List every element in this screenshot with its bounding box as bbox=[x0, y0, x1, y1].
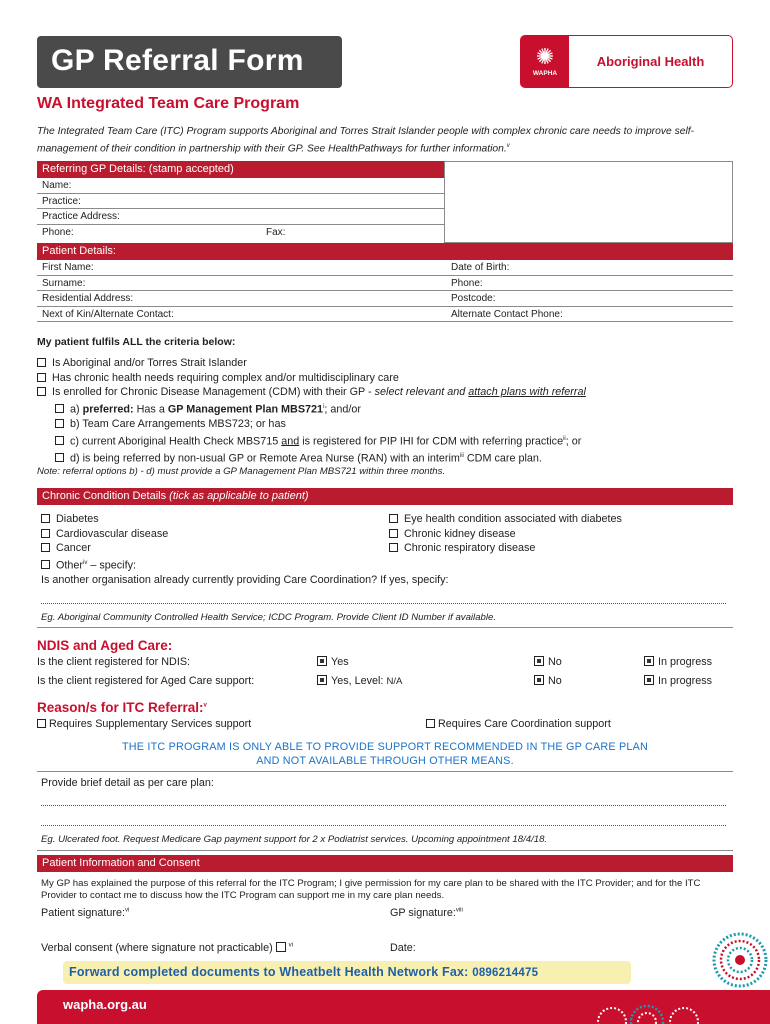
checkbox[interactable] bbox=[41, 560, 50, 569]
patient-row-2[interactable] bbox=[37, 276, 733, 292]
option-label: In progress bbox=[658, 656, 713, 668]
checkbox[interactable] bbox=[389, 529, 398, 538]
verbal-consent-label: Verbal consent (where signature not practicable) bbox=[41, 942, 273, 954]
gp-practice-field[interactable] bbox=[37, 194, 444, 210]
checkbox[interactable] bbox=[534, 656, 544, 666]
opt-label: b) Team Care Arrangements MBS723; or has bbox=[70, 417, 286, 430]
checkbox[interactable] bbox=[55, 419, 64, 428]
footer-band bbox=[37, 990, 770, 1024]
criteria-label: Is Aboriginal and/or Torres Strait Islander bbox=[52, 357, 247, 369]
condition-cancer bbox=[41, 541, 381, 556]
divider bbox=[37, 850, 733, 851]
program-subtitle: WA Integrated Team Care Program bbox=[37, 95, 300, 112]
option-label: Requires Supplementary Services support bbox=[49, 718, 252, 730]
criteria-option-d bbox=[37, 449, 737, 466]
gp-signature-field[interactable] bbox=[390, 907, 463, 919]
gp-address-label: Practice Address: bbox=[42, 211, 120, 222]
patient-details-heading: Patient Details: bbox=[37, 243, 733, 260]
checkbox[interactable] bbox=[644, 675, 654, 685]
criteria-label: Has chronic health needs requiring complex and/or multidisciplinary care bbox=[52, 371, 399, 384]
checkbox[interactable] bbox=[37, 387, 46, 396]
consent-heading: Patient Information and Consent bbox=[37, 855, 733, 872]
ndis-question: Is the client registered for NDIS: bbox=[37, 656, 191, 668]
opt-label: c) current Aboriginal Health Check MBS715 bbox=[70, 435, 282, 448]
patient-phone-label: Phone: bbox=[451, 277, 483, 289]
aged-care-question: Is the client registered for Aged Care support: bbox=[37, 675, 255, 687]
opt-label: ; or bbox=[565, 435, 582, 448]
patient-details-section bbox=[37, 243, 733, 322]
condition-eye-health bbox=[389, 512, 729, 527]
divider bbox=[37, 627, 733, 628]
opt-label: Has a bbox=[133, 403, 168, 416]
condition-diabetes bbox=[41, 512, 381, 527]
opt-label: is registered for PIP IHI for CDM with referring practice bbox=[299, 435, 564, 448]
condition-label: Other bbox=[56, 559, 84, 572]
criteria-option-c bbox=[37, 432, 737, 449]
checkbox[interactable] bbox=[37, 719, 46, 728]
chronic-right-column bbox=[389, 512, 729, 556]
verbal-consent-field bbox=[41, 942, 293, 954]
condition-label: Chronic kidney disease bbox=[404, 527, 516, 540]
residential-address-label: Residential Address: bbox=[42, 293, 134, 304]
surname-label: Surname: bbox=[42, 277, 86, 289]
wapha-logo-text: WAPHA bbox=[532, 70, 558, 77]
checkbox[interactable] bbox=[426, 719, 435, 728]
intro-text bbox=[37, 125, 737, 156]
patient-row-4[interactable] bbox=[37, 307, 733, 323]
aged-care-yes-option[interactable] bbox=[317, 675, 402, 687]
footnote: v bbox=[203, 702, 207, 709]
gp-practice-label: Practice: bbox=[42, 195, 81, 207]
referring-gp-section bbox=[37, 161, 444, 240]
option-label: Requires Care Coordination support bbox=[438, 718, 611, 730]
intro-footnote: v bbox=[506, 143, 510, 149]
gp-signature-label: GP signature: bbox=[390, 907, 456, 919]
footnote: iv bbox=[83, 559, 88, 566]
checkbox[interactable] bbox=[317, 656, 327, 666]
gp-phone-label: Phone: bbox=[42, 226, 74, 238]
checkbox[interactable] bbox=[55, 404, 64, 413]
aged-care-row bbox=[37, 675, 737, 691]
condition-label: Cardiovascular disease bbox=[56, 527, 169, 540]
checkbox[interactable] bbox=[41, 543, 50, 552]
checkbox[interactable] bbox=[644, 656, 654, 666]
care-plan-detail-question: Provide brief detail as per care plan: bbox=[41, 777, 214, 789]
wapha-url-link[interactable]: wapha.org.au bbox=[63, 997, 147, 1012]
reasons-heading-text: Reason/s for ITC Referral: bbox=[37, 700, 204, 715]
footnote: i bbox=[323, 403, 325, 410]
aged-care-level-value: N/A bbox=[386, 676, 403, 687]
reasons-heading bbox=[37, 700, 207, 715]
ndis-yes-option[interactable] bbox=[317, 656, 349, 668]
divider bbox=[37, 771, 733, 772]
postcode-label: Postcode: bbox=[451, 293, 496, 304]
gp-name-field[interactable] bbox=[37, 178, 444, 194]
checkbox[interactable] bbox=[37, 373, 46, 382]
aboriginal-health-logo bbox=[520, 35, 733, 88]
opt-label: d) is being referred by non-usual GP or Remote Area Nurse (RAN) with an interim bbox=[70, 452, 460, 465]
alt-phone-label: Alternate Contact Phone: bbox=[451, 308, 563, 320]
option-label: In progress bbox=[658, 675, 713, 687]
condition-label: Diabetes bbox=[56, 513, 99, 525]
criteria-option-a bbox=[37, 400, 737, 417]
care-plan-detail-example: Eg. Ulcerated foot. Request Medicare Gap payment support for 2 x Podiatrist services. Upcoming appointment 18/4/18. bbox=[41, 834, 548, 845]
gp-fax-label: Fax: bbox=[266, 226, 286, 238]
care-coordination-question: Is another organisation already currently providing Care Coordination? If yes, specify: bbox=[41, 574, 449, 586]
ndis-in-progress-option[interactable] bbox=[644, 656, 712, 668]
care-plan-detail-line-1[interactable] bbox=[41, 804, 726, 806]
aged-care-no-option[interactable] bbox=[534, 675, 562, 687]
first-name-label: First Name: bbox=[42, 262, 94, 273]
chronic-heading-text: Chronic Condition Details bbox=[42, 490, 170, 502]
burst-icon: ✺ bbox=[535, 44, 555, 69]
criteria-note: Note: referral options b) - d) must provide a GP Management Plan MBS721 within three months. bbox=[37, 466, 446, 477]
notice-line-2: AND NOT AVAILABLE THROUGH OTHER MEANS. bbox=[256, 755, 514, 767]
chronic-heading bbox=[37, 488, 733, 505]
criteria-item-3 bbox=[37, 385, 737, 400]
opt-label: ; and/or bbox=[324, 403, 362, 416]
condition-other bbox=[41, 556, 381, 573]
logo-label: Aboriginal Health bbox=[596, 54, 705, 69]
footnote: vi bbox=[288, 942, 294, 949]
criteria-option-b bbox=[37, 417, 737, 432]
checkbox[interactable] bbox=[37, 358, 46, 367]
aged-care-in-progress-option[interactable] bbox=[644, 675, 712, 687]
checkbox[interactable] bbox=[389, 543, 398, 552]
chronic-condition-section bbox=[37, 488, 733, 505]
fax-number: 0896214475 bbox=[472, 967, 539, 979]
condition-label: Chronic respiratory disease bbox=[404, 542, 536, 555]
criteria-italic: select relevant and bbox=[374, 386, 469, 399]
criteria-heading: My patient fulfils ALL the criteria below: bbox=[37, 336, 236, 348]
option-label: No bbox=[548, 675, 562, 687]
forward-text: Forward completed documents to Wheatbelt Health Network Fax: bbox=[69, 965, 473, 979]
checkbox[interactable] bbox=[389, 514, 398, 523]
date-label: Date: bbox=[390, 942, 416, 954]
footnote: vi bbox=[125, 907, 130, 914]
condition-respiratory bbox=[389, 541, 729, 556]
condition-label: Cancer bbox=[56, 542, 91, 555]
opt-label: CDM care plan. bbox=[463, 452, 542, 465]
checkbox[interactable] bbox=[55, 453, 64, 462]
date-field[interactable] bbox=[390, 942, 416, 954]
gp-phone-fax-field[interactable] bbox=[37, 225, 444, 241]
criteria-italic-underline: attach plans with referral bbox=[468, 386, 586, 399]
option-label: Yes, Level: bbox=[331, 675, 384, 687]
patient-signature-field[interactable] bbox=[41, 907, 129, 919]
consent-text: My GP has explained the purpose of this referral for the ITC Program; I give permission for my care plan to be shared with the ITC Provider; and for the ITC Provider to contact me to discuss how the ITC Program can support me in my care plan needs. bbox=[41, 878, 701, 901]
condition-kidney bbox=[389, 527, 729, 542]
itc-support-notice bbox=[37, 740, 733, 768]
condition-label: – specify: bbox=[87, 559, 136, 572]
care-plan-detail-line-2[interactable] bbox=[41, 824, 726, 826]
opt-bold: preferred: bbox=[82, 403, 134, 416]
care-coordination-example: Eg. Aboriginal Community Controlled Health Service; ICDC Program. Provide Client ID Number if available. bbox=[41, 612, 496, 623]
next-of-kin-label: Next of Kin/Alternate Contact: bbox=[42, 308, 174, 320]
intro-body: The Integrated Team Care (ITC) Program supports Aboriginal and Torres Strait Islander people with complex chronic care needs to improve self-management of their condition in partnership with their GP. See HealthPathways for further information. bbox=[37, 126, 695, 155]
criteria-label: Is enrolled for Chronic Disease Management (CDM) with their GP - bbox=[52, 386, 375, 399]
stamp-box[interactable] bbox=[444, 161, 733, 243]
notice-line-1: THE ITC PROGRAM IS ONLY ABLE TO PROVIDE SUPPORT RECOMMENDED IN THE GP CARE PLAN bbox=[122, 741, 648, 753]
patient-row-1[interactable] bbox=[37, 260, 733, 276]
option-label: Yes bbox=[331, 656, 349, 668]
chronic-left-column bbox=[41, 512, 381, 573]
footnote: ii bbox=[563, 435, 566, 442]
footer-dot-art-icon bbox=[592, 992, 702, 1024]
patient-signature-label: Patient signature: bbox=[41, 907, 126, 919]
checkbox[interactable] bbox=[276, 942, 286, 952]
opt-label: a) bbox=[70, 403, 83, 416]
footnote: viii bbox=[455, 907, 463, 914]
checkbox[interactable] bbox=[41, 514, 50, 523]
checkbox[interactable] bbox=[55, 436, 64, 445]
dob-label: Date of Birth: bbox=[451, 262, 510, 273]
checkbox[interactable] bbox=[534, 675, 544, 685]
care-coordination-answer-line[interactable] bbox=[41, 602, 726, 604]
checkbox[interactable] bbox=[317, 675, 327, 685]
criteria-list bbox=[37, 356, 737, 466]
gp-name-label: Name: bbox=[42, 180, 72, 191]
ndis-heading: NDIS and Aged Care: bbox=[37, 638, 173, 653]
consent-section bbox=[37, 855, 733, 872]
criteria-item-2 bbox=[37, 371, 737, 386]
wapha-logo bbox=[521, 36, 569, 87]
condition-cardiovascular bbox=[41, 527, 381, 542]
forward-instructions bbox=[63, 961, 631, 984]
criteria-item-1 bbox=[37, 356, 737, 371]
chronic-heading-italic: (tick as applicable to patient) bbox=[169, 490, 309, 502]
gp-practice-address-field[interactable] bbox=[37, 209, 444, 225]
care-coordination-option bbox=[426, 718, 611, 730]
opt-bold: GP Management Plan MBS721 bbox=[167, 403, 324, 416]
option-label: No bbox=[548, 656, 562, 668]
referring-gp-heading: Referring GP Details: (stamp accepted) bbox=[37, 161, 444, 178]
ndis-no-option[interactable] bbox=[534, 656, 562, 668]
condition-label: Eye health condition associated with diabetes bbox=[404, 513, 622, 525]
form-title: GP Referral Form bbox=[37, 36, 342, 88]
patient-row-3[interactable] bbox=[37, 291, 733, 307]
ndis-row bbox=[37, 656, 737, 672]
opt-underline: and bbox=[281, 435, 300, 448]
checkbox[interactable] bbox=[41, 529, 50, 538]
supplementary-services-option bbox=[37, 718, 251, 730]
footnote: iii bbox=[459, 452, 464, 459]
